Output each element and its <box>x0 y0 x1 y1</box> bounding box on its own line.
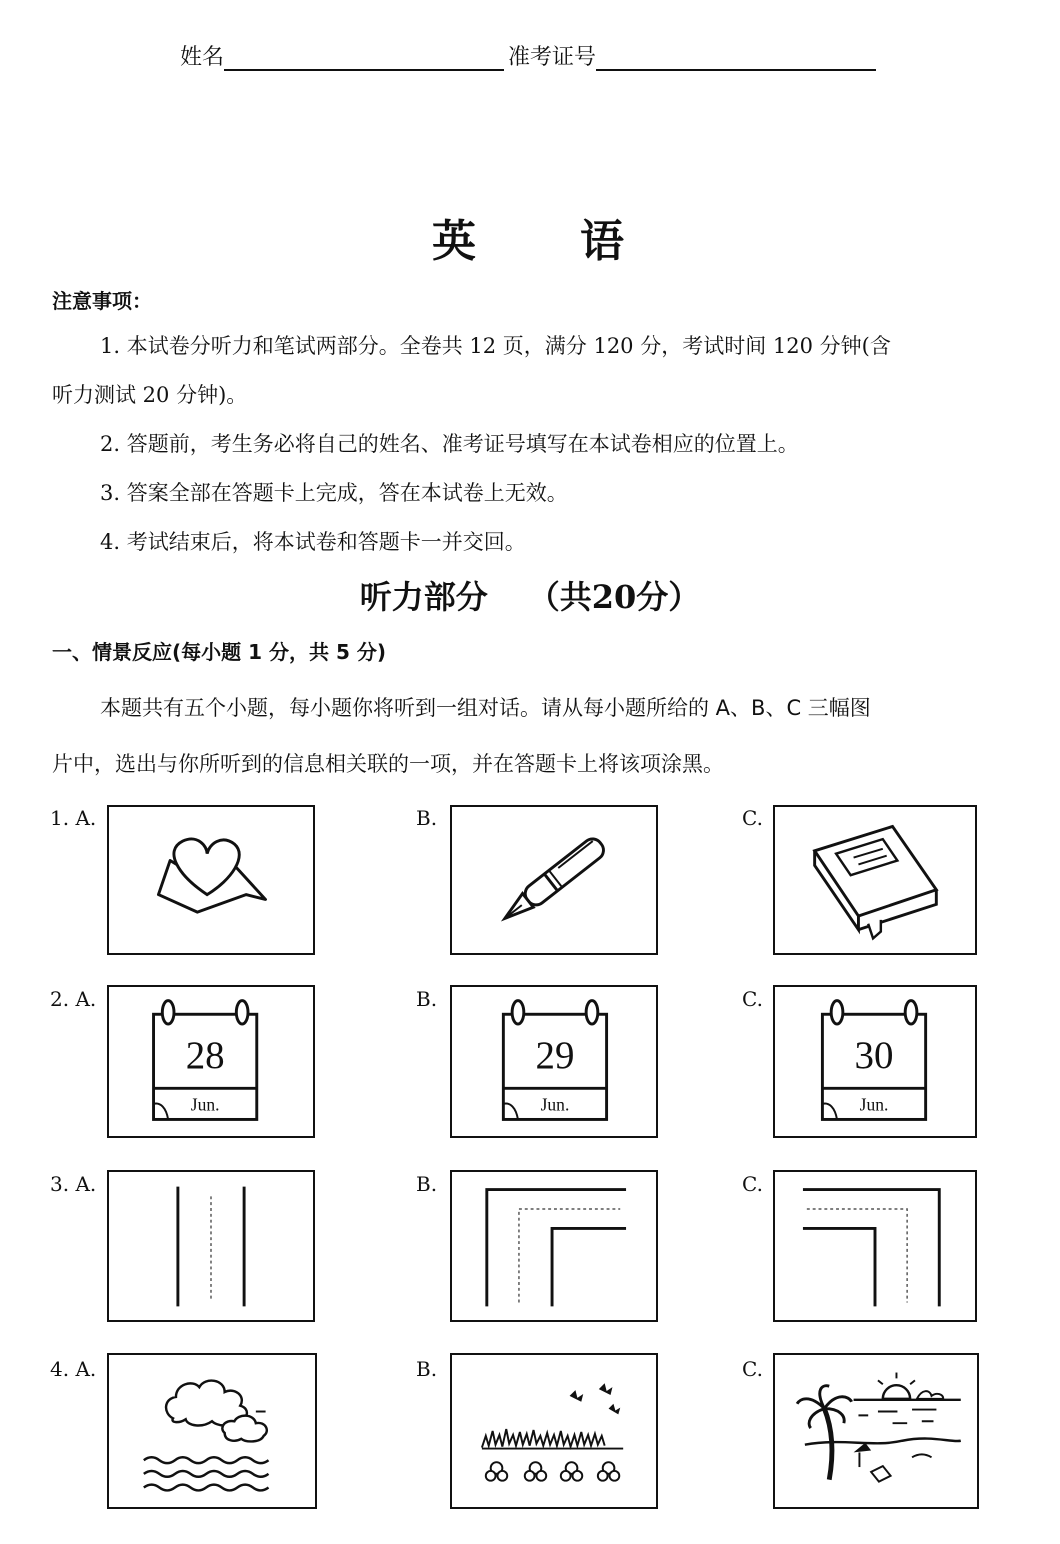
candidate-info-row <box>180 40 876 71</box>
fountain-pen-icon <box>452 807 656 953</box>
listening-section-title <box>0 572 1060 618</box>
q1-label-c: C. <box>742 806 763 830</box>
q1-option-b[interactable] <box>450 805 658 955</box>
q2-c-month: Jun. <box>859 1094 889 1115</box>
q4-option-c[interactable] <box>773 1353 979 1509</box>
turn-left-road-icon <box>775 1172 975 1320</box>
note-item-1-cont: 听力测试 20 分钟)。 <box>52 383 248 407</box>
exam-id-label: 准考证号 <box>508 45 597 70</box>
q2-label-c: C. <box>742 987 763 1011</box>
note-item-2: 2. 答题前，考生务必将自己的姓名、准考证号填写在本试卷相应的位置上。 <box>100 432 799 456</box>
garden-flowers-icon <box>452 1355 656 1507</box>
name-label: 姓名 <box>180 45 225 70</box>
q2-option-c[interactable] <box>773 985 977 1138</box>
note-item-4: 4. 考试结束后，将本试卷和答题卡一并交回。 <box>100 530 526 554</box>
q3-label-c: C. <box>742 1172 763 1196</box>
cloudy-sea-icon <box>109 1355 315 1507</box>
book-icon <box>775 807 975 953</box>
calendar-icon <box>452 987 656 1136</box>
q2-b-day: 29 <box>535 1033 575 1077</box>
note-item-1: 1. 本试卷分听力和笔试两部分。全卷共 12 页，满分 120 分，考试时间 120 分钟(含 <box>100 334 891 358</box>
part-one-heading: 一、情景反应(每小题 1 分，共 5 分) <box>52 640 386 664</box>
listening-points: （共20分） <box>527 578 701 616</box>
note-item-3: 3. 答案全部在答题卡上完成，答在本试卷上无效。 <box>100 481 568 505</box>
q2-a-day: 28 <box>185 1033 225 1077</box>
q2-b-month: Jun. <box>540 1094 570 1115</box>
q4-label-a: 4. A. <box>50 1357 97 1381</box>
title-char-1: 英 <box>432 216 480 267</box>
notes-heading: 注意事项： <box>52 289 152 313</box>
heart-card-icon <box>109 807 313 953</box>
q2-c-day: 30 <box>854 1033 894 1077</box>
q2-a-month: Jun. <box>190 1094 220 1115</box>
straight-road-icon <box>109 1172 313 1320</box>
q3-label-b: B. <box>416 1172 438 1196</box>
q1-label-b: B. <box>416 806 438 830</box>
q1-label-a: 1. A. <box>50 806 97 830</box>
q3-option-c[interactable] <box>773 1170 977 1322</box>
exam-title <box>0 205 1060 269</box>
q4-option-b[interactable] <box>450 1353 658 1509</box>
q3-option-b[interactable] <box>450 1170 658 1322</box>
q2-option-b[interactable] <box>450 985 658 1138</box>
q4-label-b: B. <box>416 1357 438 1381</box>
title-char-2: 语 <box>580 216 628 267</box>
q3-option-a[interactable] <box>107 1170 315 1322</box>
calendar-icon <box>775 987 975 1136</box>
q3-label-a: 3. A. <box>50 1172 97 1196</box>
q4-option-a[interactable] <box>107 1353 317 1509</box>
turn-right-road-icon <box>452 1172 656 1320</box>
q2-option-a[interactable] <box>107 985 315 1138</box>
q2-label-a: 2. A. <box>50 987 97 1011</box>
q4-label-c: C. <box>742 1357 763 1381</box>
name-field-line[interactable] <box>224 43 504 71</box>
listening-title: 听力部分 <box>359 578 488 616</box>
q1-option-a[interactable] <box>107 805 315 955</box>
exam-id-field-line[interactable] <box>596 43 876 71</box>
q1-option-c[interactable] <box>773 805 977 955</box>
instruction-line-2: 片中，选出与你所听到的信息相关联的一项，并在答题卡上将该项涂黑。 <box>52 752 724 776</box>
calendar-icon <box>109 987 313 1136</box>
q2-label-b: B. <box>416 987 438 1011</box>
instruction-line-1: 本题共有五个小题，每小题你将听到一组对话。请从每小题所给的 A、B、C 三幅图 <box>100 696 871 720</box>
beach-island-icon <box>775 1355 977 1507</box>
